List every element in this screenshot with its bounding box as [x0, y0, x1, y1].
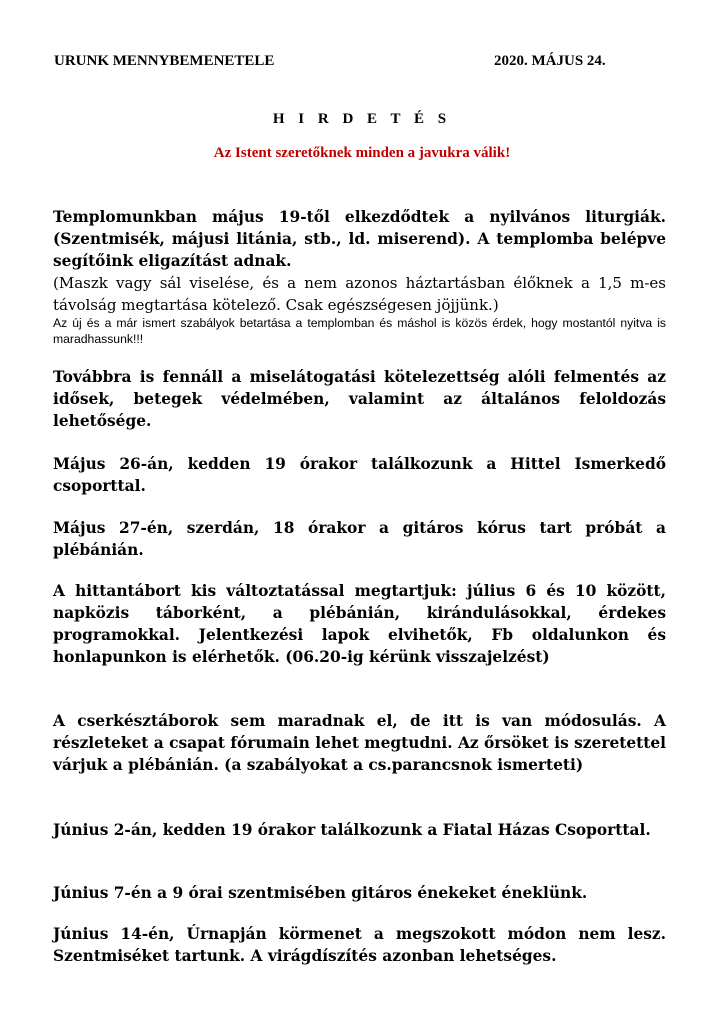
paragraph-corpus-christi: Június 14-én, Úrnapján körmenet a megszokott módon nem lesz. Szentmiséket tartunk. A virágdíszítés azonban lehetséges.	[53, 925, 666, 965]
page-title: H I R D E T É S	[272, 111, 452, 127]
date-label: 2020. MÁJUS 24.	[494, 53, 606, 69]
paragraph-faith-group: Május 26-án, kedden 19 órakor találkozunk a Hittel Ismerkedő csoporttal.	[53, 455, 666, 495]
paragraph-liturgies: Templomunkban május 19-től elkezdődtek a nyilvános liturgiák. (Szentmisék, májusi litánia, stb., ld. miserend). A templomba belépve segítőink eligazítást adnak.	[53, 208, 666, 270]
paragraph-dispensation: Továbbra is fennáll a miselátogatási kötelezettség alóli felmentés az idősek, betegek védelmében, valamint az általános feloldozás lehetősége.	[53, 368, 666, 430]
paragraph-guitar-choir: Május 27-én, szerdán, 18 órakor a gitáros kórus tart próbát a plébánián.	[53, 519, 666, 559]
paragraph-mask-rules: (Maszk vagy sál viselése, és a nem azonos háztartásban élőknek a 1,5 m-es távolság megtartása kötelező. Csak egészségesen jöjjünk.)	[53, 274, 666, 314]
paragraph-young-couples: Június 2-án, kedden 19 órakor találkozunk a Fiatal Házas Csoporttal.	[53, 821, 651, 839]
page-header	[54, 53, 660, 70]
feast-name: URUNK MENNYBEMENETELE	[54, 53, 275, 69]
paragraph-guitar-mass: Június 7-én a 9 órai szentmisében gitáros énekeket éneklünk.	[53, 884, 588, 902]
motto: Az Istent szeretőknek minden a javukra válik!	[213, 145, 511, 161]
paragraph-catechism-camp: A hittantábort kis változtatással megtartjuk: július 6 és 10 között, napközis táborként, a plébánián, kirándulásokkal, érdekes programokkal. Jelentkezési lapok elvihetők, Fb oldalunkon és honlapunkon is elérhetők. (06.20-ig kérünk visszajelzést)	[53, 582, 666, 666]
paragraph-scout-camps: A cserkésztáborok sem maradnak el, de itt is van módosulás. A részleteket a csapat fórumain lehet megtudni. Az őrsöket is szeretettel várjuk a plébánián. (a szabályokat a cs.parancsnok ismerteti)	[53, 712, 666, 774]
paragraph-rules-note: Az új és a már ismert szabályok betartása a templomban és máshol is közös érdek, hogy mostantól nyitva is maradhassunk!!!	[53, 316, 666, 346]
